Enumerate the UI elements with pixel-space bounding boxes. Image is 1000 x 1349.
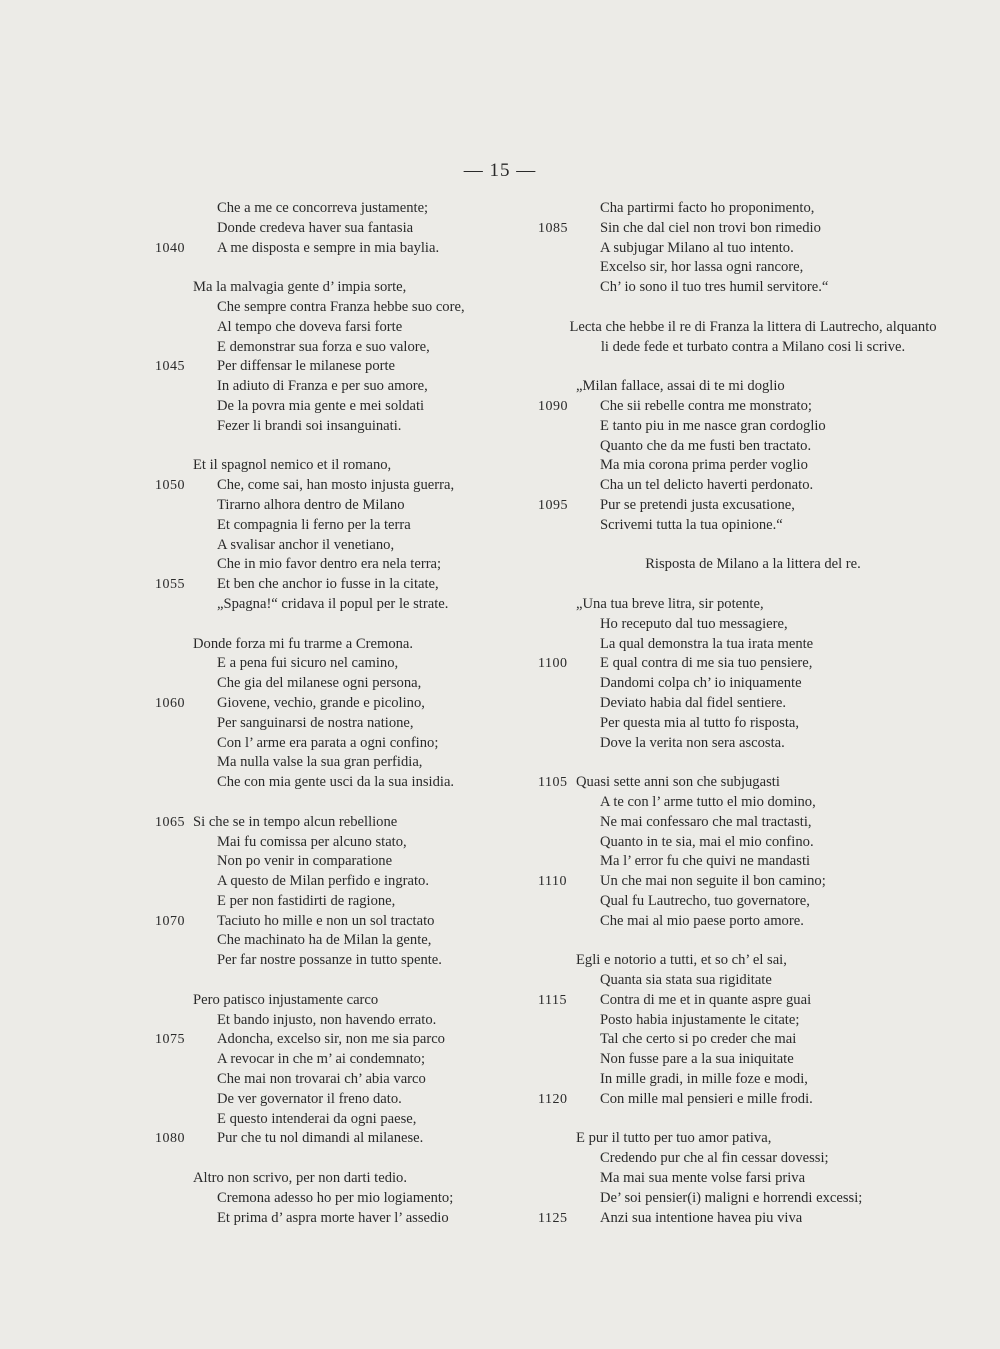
line-number: 1065: [155, 814, 185, 830]
verse-text: Un che mai non seguite il bon camino;: [600, 873, 826, 890]
verse-text: In adiuto di Franza e per suo amore,: [217, 378, 428, 395]
verse-line: [155, 635, 535, 655]
verse-line: [155, 357, 535, 377]
verse-line: [155, 219, 535, 239]
verse-text: E demonstrar sua forza e suo valore,: [217, 338, 430, 355]
stanza: [538, 595, 938, 753]
verse-line: [538, 1011, 938, 1031]
verse-line: [538, 1090, 938, 1110]
stanza: [155, 1169, 535, 1228]
verse-line: [155, 338, 535, 358]
verse-text: Cremona adesso ho per mio logiamento;: [217, 1189, 454, 1206]
verse-text: In mille gradi, in mille foze e modi,: [600, 1071, 808, 1088]
verse-text: Con l’ arme era parata a ogni confino;: [217, 734, 439, 751]
verse-text: E pur il tutto per tuo amor pativa,: [576, 1130, 772, 1147]
verse-line: [155, 951, 535, 971]
line-number: 1115: [538, 992, 567, 1008]
stanza: [155, 456, 535, 614]
stanza: [538, 377, 938, 535]
verse-text: Per sanguinarsi de nostra natione,: [217, 714, 414, 731]
line-number: 1050: [155, 478, 185, 494]
verse-text: Che mai al mio paese porto amore.: [600, 912, 804, 929]
verse-line: [155, 654, 535, 674]
verse-line: [538, 734, 938, 754]
stanza: [155, 199, 535, 258]
stanza: [155, 813, 535, 971]
line-number: 1095: [538, 497, 568, 513]
verse-line: [155, 734, 535, 754]
verse-line: [155, 674, 535, 694]
verse-text: Per far nostre possanze in tutto spente.: [217, 952, 442, 969]
verse-line: [538, 674, 938, 694]
verse-line: [538, 852, 938, 872]
verse-line: [538, 377, 938, 397]
verse-text: Che, come sai, han mosto injusta guerra,: [217, 477, 455, 494]
verse-line: [538, 1129, 938, 1149]
verse-line: [155, 852, 535, 872]
verse-line: [155, 1090, 535, 1110]
verse-line: [538, 199, 938, 219]
verse-text: E qual contra di me sia tuo pensiere,: [600, 655, 813, 672]
verse-line: [538, 635, 938, 655]
verse-text: Et bando injusto, non havendo errato.: [217, 1011, 437, 1028]
right-column: [538, 199, 938, 1248]
stanza: [538, 1129, 938, 1228]
line-number: 1060: [155, 695, 185, 711]
verse-line: [155, 496, 535, 516]
verse-line: [155, 753, 535, 773]
verse-line: [155, 377, 535, 397]
verse-line: [155, 239, 535, 259]
verse-text: Et il spagnol nemico et il romano,: [193, 457, 392, 474]
verse-text: Ho receputo dal tuo messagiere,: [600, 615, 788, 632]
verse-text: Con mille mal pensieri e mille frodi.: [600, 1090, 813, 1107]
verse-text: Pur che tu nol dimandi al milanese.: [217, 1130, 424, 1147]
verse-line: [155, 1189, 535, 1209]
verse-line: [538, 991, 938, 1011]
verse-text: Pur se pretendi justa excusatione,: [600, 496, 795, 513]
verse-line: [155, 912, 535, 932]
verse-line: [155, 1129, 535, 1149]
verse-line: [155, 199, 535, 219]
verse-text: Per diffensar le milanese porte: [217, 358, 396, 375]
line-number: 1125: [538, 1210, 568, 1226]
stanza: [538, 318, 938, 358]
verse-text: Quanta sia stata sua rigiditate: [600, 972, 772, 989]
verse-text: E tanto piu in me nasce gran cordoglio: [600, 417, 826, 434]
line-number: 1100: [538, 656, 568, 672]
verse-line: [538, 496, 938, 516]
verse-text: E a pena fui sicuro nel camino,: [217, 655, 399, 672]
verse-line: [538, 872, 938, 892]
verse-text: La qual demonstra la tua irata mente: [600, 635, 814, 652]
verse-line: [538, 258, 938, 278]
verse-line: [538, 813, 938, 833]
verse-line: [538, 219, 938, 239]
verse-line: [155, 278, 535, 298]
verse-line: [155, 813, 535, 833]
verse-text: Tal che certo si po creder che mai: [600, 1031, 797, 1048]
verse-text: Che in mio favor dentro era nela terra;: [217, 556, 442, 573]
prose-paragraph: Lecta che hebbe il re di Franza la littera di Lautrecho, alquanto li dede fede et turbato contra a Milano cosi li scrive.: [569, 318, 937, 355]
verse-line: [155, 476, 535, 496]
verse-text: Et ben che anchor io fusse in la citate,: [217, 576, 439, 593]
stanza: [538, 199, 938, 298]
stanza: [538, 773, 938, 931]
verse-line: [155, 991, 535, 1011]
verse-text: Excelso sir, hor lassa ogni rancore,: [600, 259, 804, 276]
verse-line: [538, 516, 938, 536]
verse-text: De ver governator il freno dato.: [217, 1090, 402, 1107]
verse-line: [538, 437, 938, 457]
line-number: 1045: [155, 359, 185, 375]
verse-line: [155, 1050, 535, 1070]
verse-line: [538, 714, 938, 734]
verse-text: A subjugar Milano al tuo intento.: [600, 239, 794, 256]
verse-text: Contra di me et in quante aspre guai: [600, 991, 812, 1008]
verse-text: Ma mai sua mente volse farsi priva: [600, 1170, 806, 1187]
verse-line: [538, 1030, 938, 1050]
verse-line: [155, 694, 535, 714]
verse-line: [538, 1070, 938, 1090]
verse-text: Quasi sette anni son che subjugasti: [576, 774, 780, 791]
verse-text: Credendo pur che al fin cessar dovessi;: [600, 1150, 829, 1167]
verse-line: [155, 417, 535, 437]
verse-text: Che con mia gente usci da la sua insidia.: [217, 774, 455, 791]
verse-text: „Una tua breve litra, sir potente,: [576, 595, 764, 612]
verse-text: Donde credeva haver sua fantasia: [217, 219, 414, 236]
stanza: [155, 635, 535, 793]
verse-line: [155, 1070, 535, 1090]
verse-text: Cha partirmi facto ho proponimento,: [600, 200, 815, 216]
verse-line: [538, 654, 938, 674]
verse-text: De’ soi pensier(i) maligni e horrendi excessi;: [600, 1189, 863, 1206]
verse-line: [538, 615, 938, 635]
verse-line: [155, 1110, 535, 1130]
verse-text: Quanto che da me fusti ben tractato.: [600, 437, 812, 454]
verse-text: Taciuto ho mille e non un sol tractato: [217, 912, 435, 929]
verse-line: [538, 793, 938, 813]
verse-line: [155, 872, 535, 892]
line-number: 1070: [155, 913, 185, 929]
verse-line: [538, 912, 938, 932]
verse-line: [155, 397, 535, 417]
verse-text: Quanto in te sia, mai el mio confino.: [600, 833, 814, 850]
verse-line: [538, 833, 938, 853]
verse-line: [538, 417, 938, 437]
verse-text: Al tempo che doveva farsi forte: [217, 318, 403, 335]
verse-text: Fezer li brandi soi insanguinati.: [217, 417, 402, 434]
verse-line: [538, 1169, 938, 1189]
verse-text: Egli e notorio a tutti, et so ch’ el sai,: [576, 952, 787, 969]
verse-text: Sin che dal ciel non trovi bon rimedio: [600, 219, 821, 236]
verse-line: [155, 1169, 535, 1189]
line-number: 1110: [538, 874, 567, 890]
verse-text: Cha un tel delicto haverti perdonato.: [600, 477, 814, 494]
verse-line: [155, 318, 535, 338]
verse-text: Ma l’ error fu che quivi ne mandasti: [600, 853, 811, 870]
line-number: 1040: [155, 240, 185, 256]
verse-text: Dove la verita non sera ascosta.: [600, 734, 785, 751]
verse-line: [538, 1209, 938, 1229]
verse-line: [155, 575, 535, 595]
verse-text: Donde forza mi fu trarme a Cremona.: [193, 635, 414, 652]
verse-text: Ma nulla valse la sua gran perfidia,: [217, 754, 423, 771]
section-heading: Risposta de Milano a la littera del re.: [645, 556, 861, 573]
verse-text: Che machinato ha de Milan la gente,: [217, 932, 432, 949]
verse-line: [155, 516, 535, 536]
stanza: [538, 951, 938, 1109]
stanza: [155, 278, 535, 436]
line-number: 1120: [538, 1091, 568, 1107]
verse-line: [155, 714, 535, 734]
page-number: — 15 —: [463, 160, 537, 181]
verse-line: [155, 298, 535, 318]
line-number: 1055: [155, 577, 185, 593]
verse-line: [538, 278, 938, 298]
verse-text: Tirarno alhora dentro de Milano: [217, 496, 405, 513]
verse-text: A revocar in che m’ ai condemnato;: [217, 1051, 426, 1068]
verse-text: Giovene, vechio, grande e picolino,: [217, 694, 425, 711]
verse-text: Pero patisco injustamente carco: [193, 991, 379, 1008]
verse-text: Scrivemi tutta la tua opinione.“: [600, 516, 783, 533]
verse-text: Qual fu Lautrecho, tuo governatore,: [600, 892, 810, 909]
verse-line: [538, 773, 938, 793]
verse-text: Si che se in tempo alcun rebellione: [193, 813, 398, 830]
verse-line: [538, 476, 938, 496]
line-number: 1080: [155, 1131, 185, 1147]
verse-text: Dandomi colpa ch’ io iniquamente: [600, 675, 802, 692]
verse-text: Non fusse pare a la sua iniquitate: [600, 1051, 794, 1068]
verse-line: [155, 833, 535, 853]
verse-line: [538, 239, 938, 259]
verse-line: [538, 1050, 938, 1070]
verse-text: Posto habia injustamente le citate;: [600, 1011, 800, 1028]
verse-line: [538, 456, 938, 476]
line-number: 1085: [538, 220, 568, 236]
verse-line: [155, 773, 535, 793]
verse-text: Adoncha, excelso sir, non me sia parco: [217, 1031, 445, 1048]
verse-text: E per non fastidirti de ragione,: [217, 892, 396, 909]
verse-line: [155, 1209, 535, 1229]
verse-text: Deviato habia dal fidel sentiere.: [600, 694, 786, 711]
verse-text: A svalisar anchor il venetiano,: [217, 536, 395, 553]
verse-line: [538, 595, 938, 615]
verse-line: [155, 931, 535, 951]
verse-text: Anzi sua intentione havea piu viva: [600, 1209, 803, 1226]
verse-text: E questo intenderai da ogni paese,: [217, 1110, 417, 1127]
left-column: [155, 199, 535, 1248]
verse-line: [538, 971, 938, 991]
stanza: [155, 991, 535, 1149]
verse-line: [538, 694, 938, 714]
verse-text: Che gia del milanese ogni persona,: [217, 675, 422, 692]
verse-text: Che sii rebelle contra me monstrato;: [600, 397, 812, 414]
verse-text: Che mai non trovarai ch’ abia varco: [217, 1071, 426, 1088]
verse-line: [155, 1011, 535, 1031]
verse-text: Et compagnia li ferno per la terra: [217, 516, 411, 533]
line-number: 1090: [538, 398, 568, 414]
line-number: 1105: [538, 775, 568, 791]
verse-line: [538, 1149, 938, 1169]
verse-text: Ne mai confessaro che mal tractasti,: [600, 813, 812, 830]
verse-text: Non po venir in comparatione: [217, 853, 393, 870]
verse-line: [538, 951, 938, 971]
verse-text: De la povra mia gente e mei soldati: [217, 397, 425, 414]
verse-line: [538, 892, 938, 912]
verse-text: „Milan fallace, assai di te mi doglio: [576, 378, 785, 395]
verse-line: [538, 397, 938, 417]
verse-line: [155, 1030, 535, 1050]
verse-text: Ch’ io sono il tuo tres humil servitore.“: [600, 279, 829, 296]
verse-text: „Spagna!“ cridava il popul per le strate.: [217, 595, 449, 612]
stanza: [538, 555, 938, 575]
verse-text: Mai fu comissa per alcuno stato,: [217, 833, 407, 850]
verse-text: Che sempre contra Franza hebbe suo core,: [217, 298, 465, 315]
verse-line: [155, 595, 535, 615]
verse-text: A me disposta e sempre in mia baylia.: [217, 239, 440, 256]
verse-text: Che a me ce concorreva justamente;: [217, 200, 429, 216]
verse-text: Et prima d’ aspra morte haver l’ assedio: [217, 1209, 449, 1226]
verse-line: [155, 892, 535, 912]
verse-text: A te con l’ arme tutto el mio domino,: [600, 793, 816, 810]
line-number: 1075: [155, 1032, 185, 1048]
verse-line: [538, 1189, 938, 1209]
verse-line: [155, 536, 535, 556]
verse-text: Ma la malvagia gente d’ impia sorte,: [193, 279, 407, 296]
verse-text: A questo de Milan perfido e ingrato.: [217, 873, 429, 890]
verse-line: [155, 555, 535, 575]
verse-text: Per questa mia al tutto fo risposta,: [600, 714, 800, 731]
verse-line: [155, 456, 535, 476]
verse-text: Ma mia corona prima perder voglio: [600, 457, 808, 474]
verse-text: Altro non scrivo, per non darti tedio.: [193, 1170, 407, 1187]
